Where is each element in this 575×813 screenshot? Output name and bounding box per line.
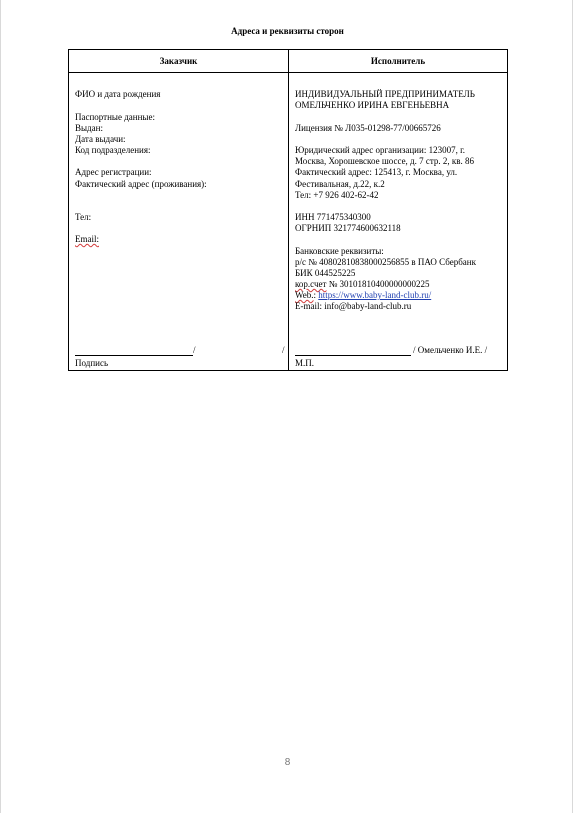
customer-passport-label: Паспортные данные: <box>75 112 155 122</box>
contractor-bank-label: Банковские реквизиты: <box>295 246 384 256</box>
contractor-corr-account <box>295 279 430 290</box>
contractor-ogrnip: ОГРНИП 321774600632118 <box>295 223 401 233</box>
contractor-email: E-mail: info@baby-land-club.ru <box>295 301 412 311</box>
parties-table <box>68 49 508 371</box>
web-colon: : <box>313 290 319 300</box>
customer-issue-date-label: Дата выдачи: <box>75 134 126 144</box>
customer-email-label: Email: <box>75 234 99 244</box>
contractor-bik: БИК 044525225 <box>295 268 356 278</box>
contractor-name-line1: ИНДИВИДУАЛЬНЫЙ ПРЕДПРИНИМАТЕЛЬ <box>295 89 475 99</box>
customer-issued-by-label: Выдан: <box>75 123 103 133</box>
contractor-phone: Тел: +7 926 402-62-42 <box>295 190 379 200</box>
header-divider <box>69 72 507 73</box>
page-title: Адреса и реквизиты сторон <box>231 26 344 36</box>
customer-signature-line <box>75 355 193 356</box>
contractor-name-line2: ОМЕЛЬЧЕНКО ИРИНА ЕВГЕНЬЕВНА <box>295 100 450 110</box>
contractor-inn: ИНН 771475340300 <box>295 212 371 222</box>
contractor-actual-address-line1: Фактический адрес: 125413, г. Москва, ул. <box>295 167 458 177</box>
customer-header: Заказчик <box>159 56 198 66</box>
customer-division-code-label: Код подразделения: <box>75 145 151 155</box>
page-right-edge <box>572 0 573 813</box>
page-number: 8 <box>284 757 291 768</box>
contractor-account: р/с № 40802810838000256855 в ПАО Сбербанк <box>295 257 476 267</box>
column-divider <box>288 50 289 370</box>
contractor-legal-address-line2: Москва, Хорошевское шоссе, д. 7 стр. 2, кв. 86 <box>295 156 475 166</box>
contractor-web <box>295 290 431 301</box>
page-left-edge <box>0 0 1 813</box>
corr-account-value: № 30101810400000000225 <box>326 279 430 289</box>
contractor-legal-address-line1: Юридический адрес организации: 123007, г. <box>295 145 465 155</box>
website-link[interactable]: https://www.baby-land-club.ru/ <box>318 290 432 300</box>
contractor-header: Исполнитель <box>370 56 426 66</box>
web-label: Web. <box>295 290 314 300</box>
contractor-stamp-caption: М.П. <box>295 358 315 368</box>
contractor-signature-name: / Омельченко И.Е. / <box>413 345 488 355</box>
customer-reg-address-label: Адрес регистрации: <box>75 167 152 177</box>
contractor-signature-line <box>295 355 411 356</box>
customer-signature-slash-end: / <box>282 345 285 355</box>
contractor-actual-address-line2: Фестивальная, д.22, к.2 <box>295 179 385 189</box>
customer-phone-label: Тел: <box>75 212 92 222</box>
contractor-license: Лицензия № Л035-01298-77/00665726 <box>295 123 441 133</box>
customer-fio-label: ФИО и дата рождения <box>75 89 161 99</box>
corr-account-prefix: кор.счет <box>295 279 327 289</box>
customer-signature-slash: / <box>193 345 196 355</box>
customer-actual-address-label: Фактический адрес (проживания): <box>75 179 207 189</box>
customer-signature-caption: Подпись <box>75 358 109 368</box>
